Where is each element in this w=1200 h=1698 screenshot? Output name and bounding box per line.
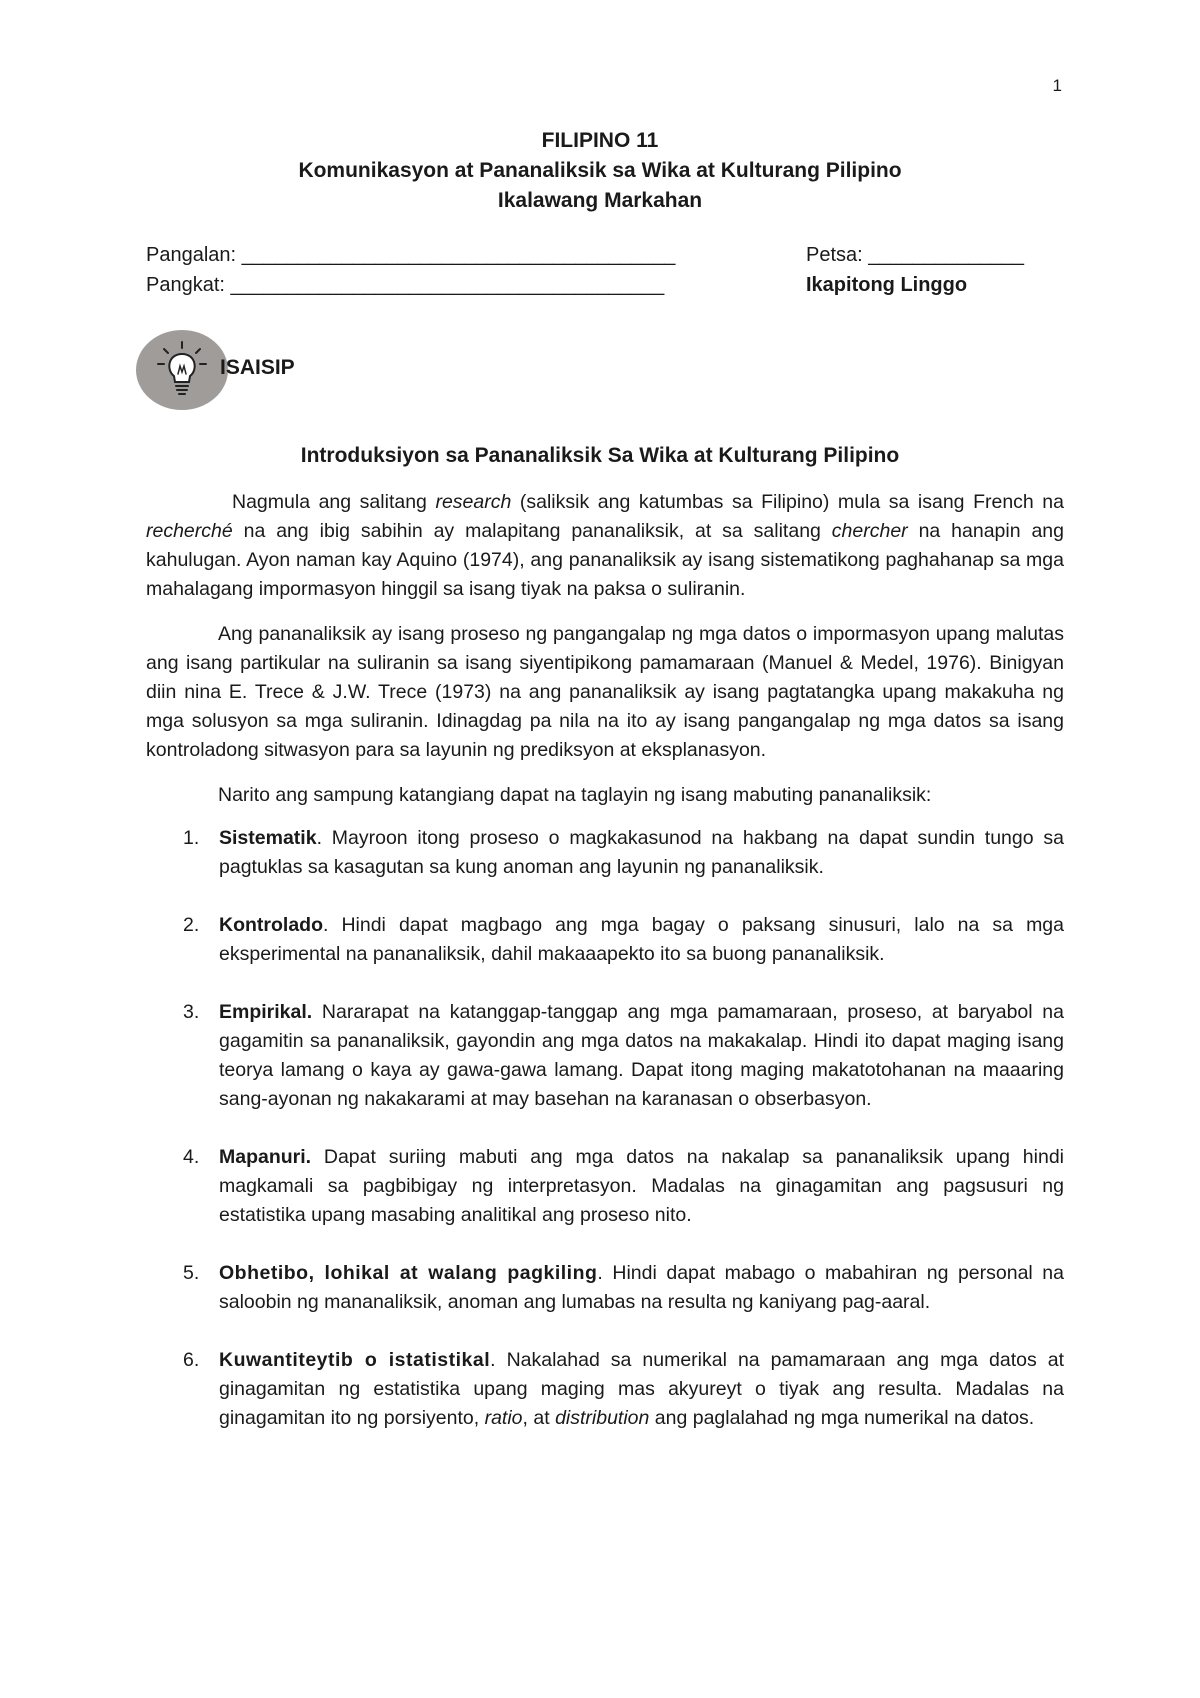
list-item — [146, 1143, 1064, 1230]
list-number: 6. — [183, 1349, 200, 1371]
week-label: Ikapitong Linggo — [806, 274, 968, 296]
list-number: 1. — [183, 827, 200, 849]
list-number: 2. — [183, 914, 200, 936]
date-field[interactable]: Petsa: ______________ — [806, 244, 1024, 266]
p1-text-a: Nagmula ang salitang — [232, 491, 436, 513]
list-text: ang paglalahad ng mga numerikal na datos. — [649, 1407, 1035, 1429]
list-text: Nararapat na katanggap-tanggap ang mga pamamaraan, proseso, at baryabol na gagamitin sa pananaliksik, gayondin ang mga datos na makakalap. Hindi ito dapat maging isang teorya lamang o kaya ay gawa-gawa lamang. Dapat itong maging makatotohanan na maaaring sang-ayonan ng nakakarami at may basehan na karanasan o obserbasyon. — [219, 1001, 1064, 1110]
isaisip-badge — [136, 330, 228, 410]
student-info-fields — [146, 240, 1066, 300]
quarter-title: Ikalawang Markahan — [497, 189, 703, 212]
section-title: Introduksiyon sa Pananaliksik Sa Wika at Kulturang Pilipino — [300, 444, 900, 467]
list-term: Obhetibo, lohikal at walang pagkiling — [219, 1262, 598, 1284]
list-item — [146, 998, 1064, 1114]
list-number: 5. — [183, 1262, 200, 1284]
lightbulb-icon — [156, 340, 208, 400]
p1-term-research: research — [435, 491, 512, 513]
isaisip-label: ISAISIP — [220, 356, 295, 379]
section-field[interactable]: Pangkat: _______________________________________ — [146, 274, 665, 296]
list-text: . Hindi dapat magbago ang mga bagay o paksang sinusuri, lalo na sa mga eksperimental na pananaliksik, dahil makaaapekto ito sa buong pananaliksik. — [219, 914, 1064, 965]
document-header — [0, 126, 1200, 216]
list-term: Mapanuri. — [219, 1146, 312, 1168]
name-field[interactable]: Pangalan: _______________________________________ — [146, 244, 676, 266]
paragraph-1 — [146, 488, 1064, 604]
list-item — [146, 1346, 1064, 1433]
list-term-distribution: distribution — [555, 1407, 650, 1429]
p1-term-recherche: recherché — [146, 520, 233, 542]
characteristics-list — [146, 824, 1064, 1433]
list-term: Kontrolado — [219, 914, 323, 936]
list-number: 3. — [183, 1001, 200, 1023]
list-term: Kuwantiteytib o istatistikal — [219, 1349, 491, 1371]
list-text: , at — [522, 1407, 556, 1429]
list-term: Empirikal. — [219, 1001, 313, 1023]
document-body — [146, 488, 1064, 1462]
course-title: Komunikasyon at Pananaliksik sa Wika at Kulturang Pilipino — [298, 159, 902, 182]
p1-term-chercher: chercher — [831, 520, 908, 542]
subject-title: FILIPINO 11 — [541, 129, 659, 152]
list-text: Dapat suriing mabuti ang mga datos na nakalap sa pananaliksik upang hindi magkamali sa pagbibigay ng interpretasyon. Madalas na ginagamitan ang pagsusuri ng estatistika upang masabing analitikal ang proseso nito. — [219, 1146, 1064, 1226]
p1-text-c: (saliksik ang katumbas sa Filipino) mula sa isang French na — [511, 491, 1064, 513]
p1-text-e: na ang ibig sabihin ay malapitang pananaliksik, at sa salitang — [232, 520, 832, 542]
list-item — [146, 911, 1064, 969]
field-row-section — [146, 270, 1066, 300]
field-row-name — [146, 240, 1066, 270]
list-term: Sistematik — [219, 827, 317, 849]
list-text: . Nakalahad sa numerikal na pamamaraan ang mga datos at ginagamitan ng estatistika upang maging mas akyureyt o tiyak ang resulta. Madalas na ginagamitan ito ng porsiyento, — [219, 1349, 1064, 1429]
paragraph-3: Narito ang sampung katangiang dapat na taglayin ng isang mabuting pananaliksik: — [218, 784, 932, 806]
isaisip-heading — [136, 330, 536, 420]
list-text: . Mayroon itong proseso o magkakasunod na hakbang na dapat sundin tungo sa pagtuklas sa kasagutan sa kung anoman ang layunin ng pananaliksik. — [219, 827, 1064, 878]
list-item — [146, 1259, 1064, 1317]
list-term-ratio: ratio — [484, 1407, 523, 1429]
list-text: . Hindi dapat mabago o mabahiran ng personal na saloobin ng mananaliksik, anoman ang lumabas na resulta ng kaniyang pag-aaral. — [219, 1262, 1064, 1313]
paragraph-2: Ang pananaliksik ay isang proseso ng pangangalap ng mga datos o impormasyon upang malutas ang isang partikular na suliranin sa isang siyentipikong pamamaraan (Manuel & Medel, 1976). Binigyan diin nina E. Trece & J.W. Trece (1973) na ang pananaliksik ay isang pagtatangka upang makakuha ng mga solusyon sa mga suliranin. Idinagdag pa nila na ito ay isang pangangalap ng mga datos sa isang kontroladong sitwasyon para sa layunin ng prediksyon at eksplanasyon. — [146, 623, 1064, 761]
list-number: 4. — [183, 1146, 200, 1168]
page-number: 1 — [1052, 76, 1062, 95]
list-item — [146, 824, 1064, 882]
p1-text-g: na hanapin ang kahulugan. Ayon naman kay Aquino (1974), ang pananaliksik ay isang sistematikong paghahanap sa mga mahalagang impormasyon hinggil sa isang tiyak na paksa o suliranin. — [146, 520, 1064, 600]
